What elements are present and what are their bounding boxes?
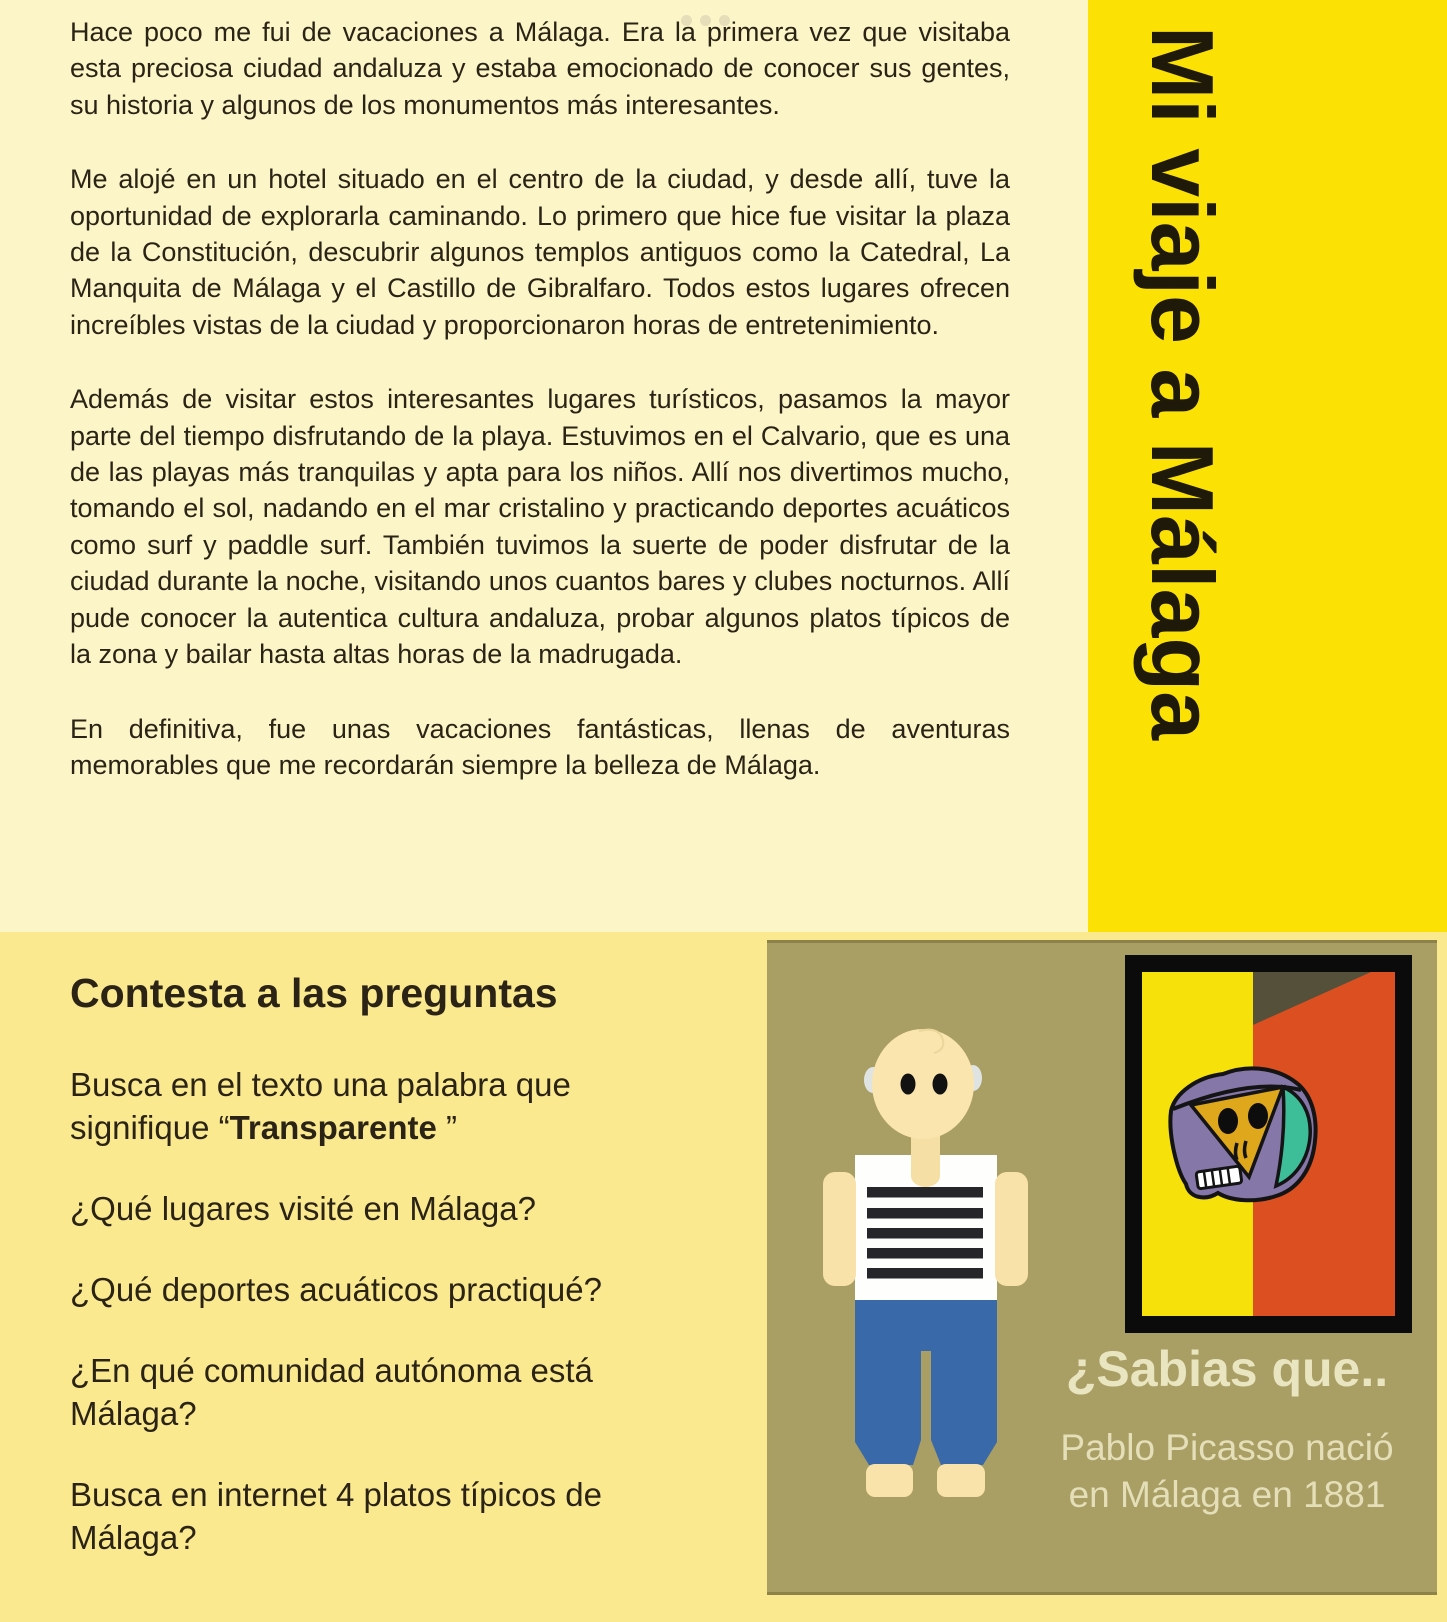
questions-list [70, 970, 702, 1597]
fact-line: Pablo Picasso nació [1060, 1427, 1394, 1468]
article-paragraph: Me alojé en un hotel situado en el centro de la ciudad, y desde allí, tuve la oportunidad de explorarla caminando. Lo primero que hice fue visitar la plaza de la Constitución, descubrir algunos templos antiguos como la Catedral, La Manquita de Málaga y el Castillo de Gibralfaro. Todos estos lugares ofrecen increíbles vistas de la ciudad y proporcionaron horas de entretenimiento. [70, 164, 1010, 340]
question-transparente [70, 1063, 702, 1149]
article-text [70, 14, 1010, 821]
figure-eye [933, 1074, 948, 1095]
question-lugares: ¿Qué lugares visité en Málaga? [70, 1190, 536, 1227]
fact-text [1017, 1340, 1437, 1518]
figure-feet [866, 1464, 985, 1497]
figure-shirt [855, 1148, 997, 1301]
framed-abstract-art [1125, 955, 1412, 1333]
figure-pants [855, 1300, 997, 1465]
fact-line: en Málaga en 1881 [1068, 1474, 1386, 1515]
question-bold-word: Transparente [229, 1109, 437, 1146]
question-text: Busca en el texto una palabra que signifique “ [70, 1066, 571, 1146]
questions-section [0, 932, 1447, 1622]
article-paragraph: En definitiva, fue unas vacaciones fantásticas, llenas de aventuras memorables que me recordarán siempre la belleza de Málaga. [70, 713, 1010, 780]
fact-panel [767, 940, 1437, 1595]
fact-heading: ¿Sabias que.. [1065, 1341, 1389, 1397]
page-title: Mi viaje a Málaga [1133, 26, 1232, 741]
article-paragraph: Además de visitar estos interesantes lugares turísticos, pasamos la mayor parte del tiempo disfrutando de la playa. Estuvimos en el Calvario, que es una de las playas más tranquilas y apta para los niños. Allí nos divertimos mucho, tomando el sol, nadando en el mar cristalino y practicando deportes acuáticos como surf y paddle surf. También tuvimos la suerte de poder disfrutar de la ciudad durante la noche, visitando unos cuantos bares y clubes nocturnos. Allí pude conocer la autentica cultura andaluza, probar algunos platos típicos de la zona y bailar hasta altas horas de la madrugada. [70, 384, 1010, 670]
question-platos: Busca en internet 4 platos típicos de Málaga? [70, 1476, 602, 1556]
question-deportes: ¿Qué deportes acuáticos practiqué? [70, 1271, 602, 1308]
title-strip [1088, 0, 1447, 932]
article-section [0, 0, 1088, 932]
art-face [1170, 1068, 1315, 1200]
figure-head [864, 1029, 982, 1139]
question-text: ” [436, 1109, 458, 1146]
figure-eye [901, 1074, 916, 1095]
article-paragraph: Hace poco me fui de vacaciones a Málaga. Era la primera vez que visitaba esta preciosa ciudad andaluza y estaba emocionado de conocer sus gentes, su historia y algunos de los monumentos más interesantes. [70, 17, 1010, 120]
questions-heading: Contesta a las preguntas [70, 970, 558, 1016]
question-comunidad: ¿En qué comunidad autónoma está Málaga? [70, 1352, 593, 1432]
picasso-portrait-illustration [823, 1028, 1028, 1498]
